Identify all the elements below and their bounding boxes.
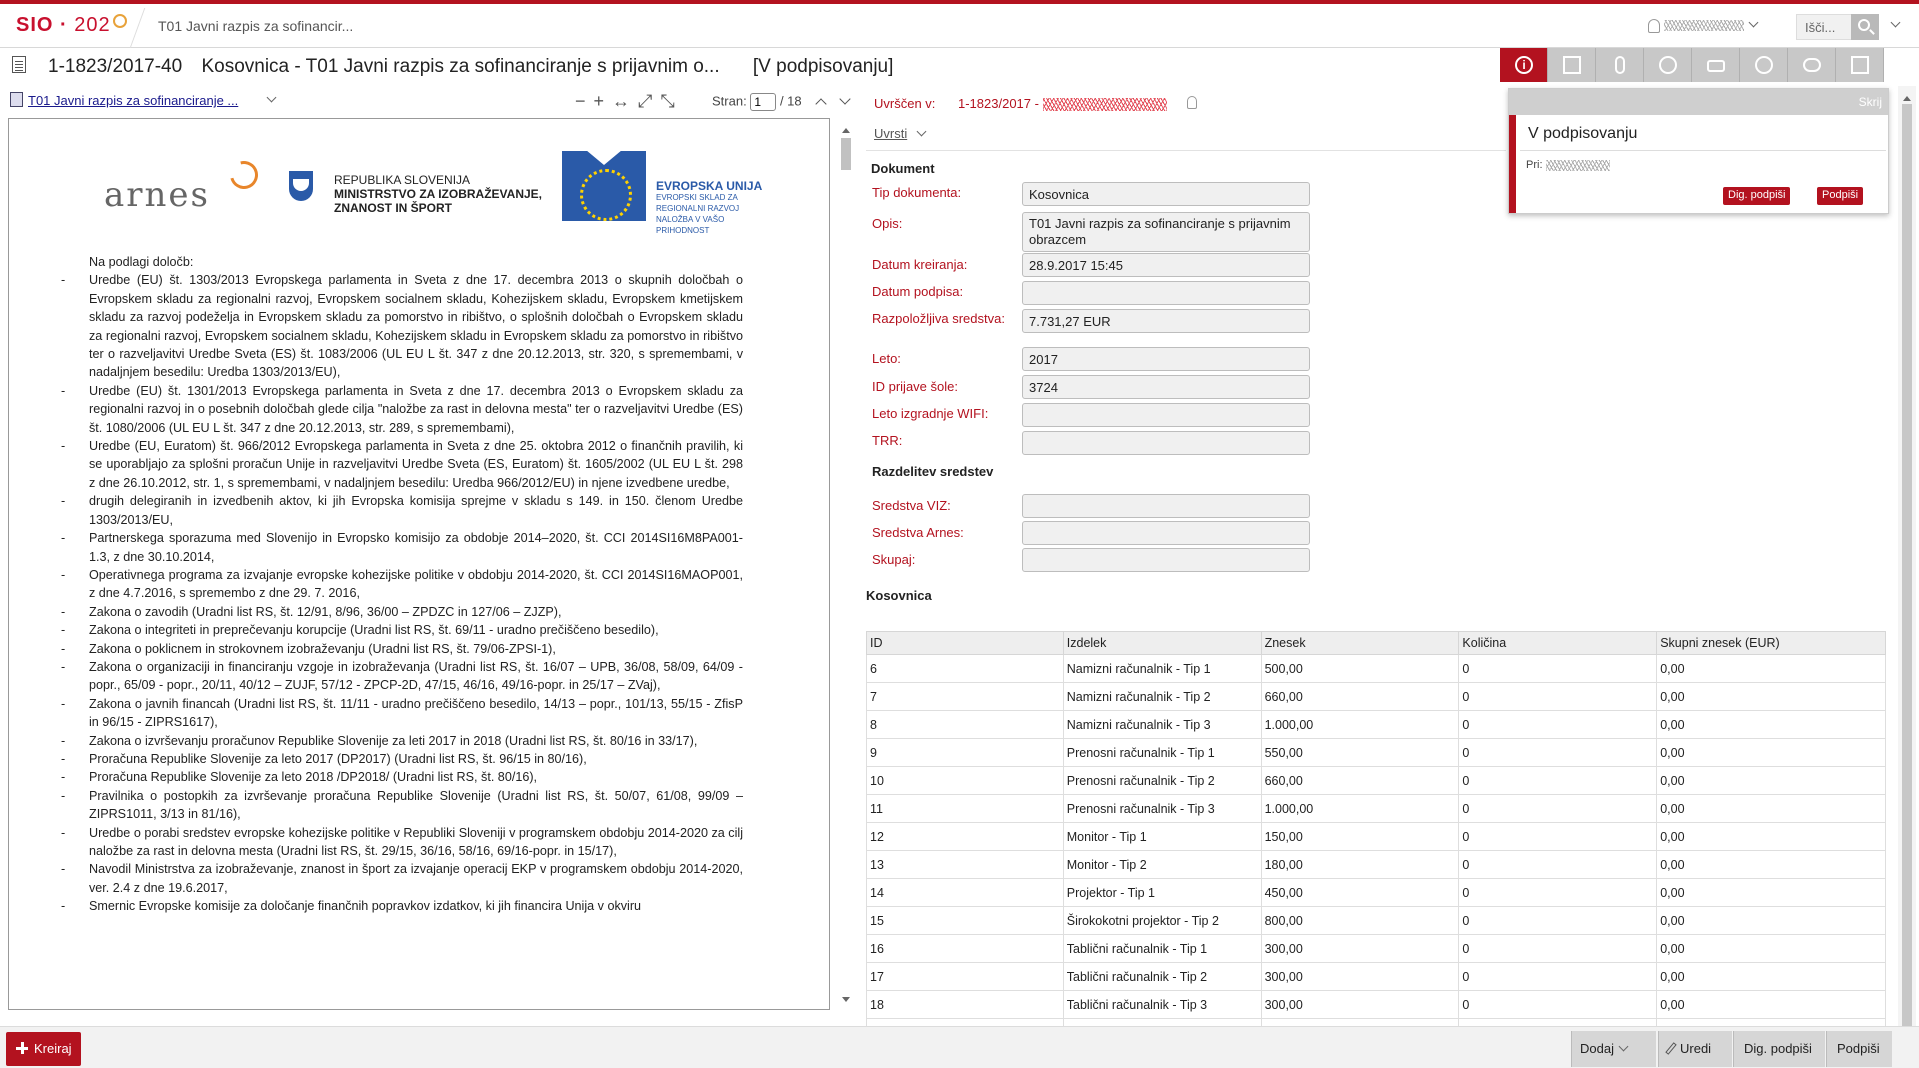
sio-logo[interactable]: SIO · 202 [16,14,127,37]
table-cell: Tablični računalnik - Tip 2 [1063,963,1261,991]
pencil-icon [1665,1042,1676,1055]
table-cell: 0 [1459,963,1657,991]
field-input[interactable]: 3724 [1022,375,1310,399]
arnes-star-icon [222,153,262,193]
column-header[interactable]: Izdelek [1063,632,1261,655]
table-cell: 0,00 [1657,739,1886,767]
document-alert-icon [1851,56,1869,74]
hide-popup-link[interactable]: Skrij [1858,95,1882,109]
distribution-field-input[interactable] [1022,548,1310,572]
document-alert-button[interactable] [1836,48,1884,82]
table-cell: 16 [867,935,1064,963]
table-cell [1657,1019,1886,1027]
table-cell: 180,00 [1261,851,1459,879]
table-cell: 0 [1459,711,1657,739]
search-input[interactable]: Išči... [1796,14,1852,40]
document-code: 1-1823/2017-40 [48,56,183,77]
table-cell: 12 [867,823,1064,851]
table-cell: 1.000,00 [1261,795,1459,823]
document-clause: - drugih delegiranih in izvedbenih aktov, ki jih Evropska komisija sprejme v skladu s 149. in 150. členom Uredbe 1303/2013/EU, [89,492,743,529]
document-clause: - Uredbe (EU, Euratom) št. 966/2012 Evropskega parlamenta in Sveta z dne 25. oktobra 2012 o finančnih pravilih, ki se uporabljajo za splošni proračun Unije in razveljavitvi Uredbe Sveta (ES, Euratom) št. 1605/2002 (UL EU L št. 298 z dne 26.10.2012, str. 1, s spremembami, v nadaljnjem besedilu: Uredba 966/2012/EU) in njene izvedbene uredbe, [89,437,743,492]
document-clause: - Uredbe (EU) št. 1301/2013 Evropskega parlamenta in Sveta z dne 17. decembra 2013 o Evropskem skladu za regionalni razvoj in o posebnih določbah glede cilja "naložbe za rast in delovna mesta" ter o razveljavitvi Uredbe (ES) št. 1080/2006 (UL EU L št. 347 z dne 20.12.2013, str. 289, s spremembami), [89,382,743,437]
table-cell: 0,00 [1657,879,1886,907]
field-input[interactable] [1022,281,1310,305]
chevron-down-icon [1749,18,1759,28]
document-clause: - Zakona o organizaciji in financiranju vzgoje in izobraževanja (Uradni list RS, št. 16/07 – UPB, 36/08, 58/09, 64/09 - popr., 65/09 - popr., 20/11, 40/12 – ZUJF, 57/12 - ZPCP-2D, 47/15, 46/16, 49/16-popr. in 25/17 – ZVaj), [89,658,743,695]
table-cell: 0,00 [1657,767,1886,795]
popup-title: V podpisovanju [1528,125,1638,142]
table-cell: 0,00 [1657,711,1886,739]
document-clause: - Proračuna Republike Slovenije za leto 2017 (DP2017) (Uradni list RS, št. 96/15 in 80/16), [89,750,743,768]
lock-icon [1707,60,1725,72]
document-clause-list [89,271,743,915]
table-cell: 11 [867,795,1064,823]
table-cell: 0 [1459,879,1657,907]
slovenia-coat-of-arms-icon [289,171,313,201]
field-input[interactable] [1022,431,1310,455]
table-cell: 0 [1459,823,1657,851]
table-cell: 10 [867,767,1064,795]
eu-flag-icon [562,151,646,221]
table-row[interactable] [867,739,1886,767]
field-input[interactable]: T01 Javni razpis za sofinanciranje s prijavnim obrazcem [1022,212,1310,252]
uvrscen-value[interactable]: 1-1823/2017 - [958,96,1167,111]
breadcrumb[interactable]: T01 Javni razpis za sofinancir... [158,18,354,34]
table-row[interactable] [867,823,1886,851]
field-label: Leto izgradnje WIFI: [872,406,989,421]
info-button[interactable] [1500,48,1548,82]
popup-body [1509,115,1888,213]
document-clause: - Zakona o integriteti in preprečevanju korupcije (Uradni list RS, št. 69/11 - uradno prečiščeno besedilo), [89,621,743,639]
chevron-down-icon [1619,1042,1629,1052]
distribution-field-label: Skupaj: [872,552,916,567]
table-cell: Namizni računalnik - Tip 1 [1063,655,1261,683]
table-row[interactable] [867,795,1886,823]
add-dropdown-button[interactable]: Dodaj [1571,1031,1656,1067]
link-icon [1659,56,1677,74]
signing-status-popup [1508,88,1889,214]
sign-button[interactable]: Podpiši [1826,1031,1892,1067]
document-clause: - Navodil Ministrstva za izobraževanje, znanost in šport za izvajanje operacij EKP v programskem obdobju 2014-2020, ver. 2.4 z dne 19.6.2017, [89,860,743,897]
table-cell: 550,00 [1261,739,1459,767]
document-toolbar [1500,48,1884,82]
permissions-button[interactable] [1692,48,1740,82]
document-status: [V podpisovanju] [752,56,894,77]
breadcrumb-separator [130,8,146,48]
table-cell: 1.000,00 [1261,711,1459,739]
document-clause: - Smernic Evropske komisije za določanje finančnih popravkov izdatkov, ki jih financira Unija v okviru [89,897,743,915]
distribution-field-input[interactable] [1022,494,1310,518]
table-cell: 300,00 [1261,935,1459,963]
table-cell: 8 [867,711,1064,739]
search-button[interactable] [1851,14,1879,40]
page-number-input[interactable] [750,93,776,111]
table-cell: 300,00 [1261,991,1459,1019]
table-cell: Prenosni računalnik - Tip 1 [1063,739,1261,767]
document-logos [104,151,764,235]
field-input[interactable]: 2017 [1022,347,1310,371]
table-row[interactable] [867,851,1886,879]
table-cell: 0 [1459,935,1657,963]
document-clause: - Zakona o zavodih (Uradni list RS, št. 12/91, 8/96, 36/00 – ZPDZC in 127/06 – ZJZP), [89,603,743,621]
popup-assignee: Pri: [1526,159,1610,171]
table-cell: 0,00 [1657,963,1886,991]
table-cell: 0,00 [1657,823,1886,851]
table-row[interactable] [867,879,1886,907]
uvrsti-chevron-down-icon[interactable] [917,127,927,137]
action-footer [0,1026,1919,1068]
table-cell: 0 [1459,795,1657,823]
page-title [48,56,893,78]
search-icon [1755,56,1773,74]
kosovnica-table [866,631,1886,1026]
table-cell: Monitor - Tip 1 [1063,823,1261,851]
form-section-title: Dokument [871,161,935,176]
comments-button[interactable] [1788,48,1836,82]
distribution-field-label: Sredstva Arnes: [872,525,964,540]
table-cell: 18 [867,991,1064,1019]
zoom-tools[interactable]: −+↔⤢⤡ [575,91,683,111]
table-cell [1261,1019,1459,1027]
table-cell: 660,00 [1261,683,1459,711]
table-row[interactable] [867,655,1886,683]
plus-icon [16,1042,28,1054]
table-cell: 0,00 [1657,851,1886,879]
document-clause: - Uredbe o porabi sredstev evropske kohezijske politike v Republiki Sloveniji v programskem obdobju 2014-2020 za cilj naložbe za rast in delovna mesta (Uradni list RS, št. 29/15, 36/16, 58/16, 69/16-popr. in 15/17), [89,824,743,861]
table-cell: Prenosni računalnik - Tip 2 [1063,767,1261,795]
table-cell: 9 [867,739,1064,767]
table-cell: Prenosni računalnik - Tip 3 [1063,795,1261,823]
page-up-icon[interactable] [816,98,827,109]
scroll-down-icon[interactable] [842,997,850,1006]
popup-dig-sign-button[interactable]: Dig. podpiši [1723,187,1790,205]
redacted-username [1664,20,1744,31]
viewer-toolbar [0,86,862,116]
paperclip-icon [1615,56,1625,74]
table-row[interactable] [867,991,1886,1019]
lightbulb-icon[interactable] [1187,96,1197,109]
table-row[interactable] [867,963,1886,991]
document-clause: - Zakona o javnih financah (Uradni list RS, št. 11/11 - uradno prečiščeno besedilo, 14/13 – popr., 101/13, 55/15 - ZfisP in 96/15 - ZIPRS1617), [89,695,743,732]
field-label: ID prijave šole: [872,379,958,394]
table-cell: 450,00 [1261,879,1459,907]
field-label: Datum kreiranja: [872,257,968,272]
field-label: Opis: [872,216,903,231]
table-cell: 0,00 [1657,683,1886,711]
field-input[interactable]: 28.9.2017 15:45 [1022,253,1310,277]
distribution-field-input[interactable] [1022,521,1310,545]
table-cell: 500,00 [1261,655,1459,683]
table-cell: Tablični računalnik - Tip 3 [1063,991,1261,1019]
table-cell: Namizni računalnik - Tip 2 [1063,683,1261,711]
table-cell: 0,00 [1657,795,1886,823]
table-cell: 0,00 [1657,935,1886,963]
kosovnica-title: Kosovnica [866,588,932,603]
field-label: Datum podpisa: [872,284,964,299]
table-cell: 0 [1459,907,1657,935]
document-icon [12,56,26,73]
arnes-logo: arnes [104,175,210,215]
links-button[interactable] [1644,48,1692,82]
table-cell: Projektor - Tip 1 [1063,879,1261,907]
page-navigator [712,93,849,111]
table-cell: Tablični računalnik - Tip 1 [1063,935,1261,963]
table-cell: 0 [1459,991,1657,1019]
field-input[interactable]: 7.731,27 EUR [1022,309,1310,333]
page-down-icon[interactable] [839,93,850,104]
dig-sign-button[interactable]: Dig. podpiši [1733,1031,1825,1067]
user-menu[interactable] [1648,17,1757,33]
field-input[interactable]: Kosovnica [1022,182,1310,206]
document-clause: - Partnerskega sporazuma med Slovenijo in Evropsko komisijo za obdobje 2014–2020, št. CCI 2014SI16M8PA001-1.3, z dne 30.10.2014, [89,529,743,566]
page-label: Stran: [712,93,747,109]
table-cell: 17 [867,963,1064,991]
popup-sign-button[interactable]: Podpiši [1817,187,1863,205]
pdf-file-link[interactable]: T01 Javni razpis za sofinanciranje ... [10,92,238,108]
table-row[interactable] [867,683,1886,711]
app-header [0,4,1919,48]
uvrscen-label: Uvrščen v: [874,96,936,111]
document-name: Kosovnica - T01 Javni razpis za sofinanciranje s prijavnim o... [201,56,720,77]
viewer-scrollbar[interactable] [838,118,854,1010]
pdf-page[interactable] [8,118,830,1010]
distribution-section-title: Razdelitev sredstev [872,464,994,479]
table-cell: 0 [1459,655,1657,683]
search-options-chevron-icon[interactable] [1891,18,1901,28]
kosovnica-grid [866,631,1886,1026]
table-cell [867,1019,1064,1027]
table-cell: 13 [867,851,1064,879]
document-clause: - Pravilnika o postopkih za izvrševanje proračuna Republike Slovenije (Uradni list RS, št. 50/07, 61/08, 99/09 – ZIPRS1011, 3/13 in 81/16), [89,787,743,824]
scroll-up-icon[interactable] [1903,92,1911,101]
column-header[interactable]: Skupni znesek (EUR) [1657,632,1886,655]
archive-icon [1563,56,1581,74]
table-cell: 0 [1459,739,1657,767]
document-clause: - Zakona o poklicnem in strokovnem izobraževanju (Uradni list RS, št. 79/06-ZPSI-1), [89,640,743,658]
table-row[interactable] [867,1019,1886,1027]
edit-button[interactable]: Uredi [1658,1031,1732,1067]
table-cell: 0,00 [1657,907,1886,935]
logo-ring-icon [113,14,127,28]
info-icon: i [1515,56,1533,74]
column-header[interactable]: Znesek [1261,632,1459,655]
table-cell: Širokokotni projektor - Tip 2 [1063,907,1261,935]
table-cell: 0 [1459,851,1657,879]
document-clause: - Uredbe (EU) št. 1303/2013 Evropskega parlamenta in Sveta z dne 17. decembra 2013 o skupnih določbah o Evropskem skladu za regionalni razvoj, Evropskem socialnem skladu, Kohezijskem skladu, Evropskem kmetijskem skladu za razvoj podeželja in Evropskem skladu za pomorstvo in ribištvo, o splošnih določbah o Evropskem skladu za regionalni razvoj, Evropskem socialnem skladu, Kohezijskem skladu in Evropskem skladu za pomorstvo in ribištvo ter o razveljavitvi Uredbe Sveta (ES) št. 1083/2006 (UL EU L št. 347 z dne 20.12.2013, str. 320, s spremembami, v nadaljnjem besedilu: Uredba 1303/2013/EU), [89,271,743,381]
distribution-field-label: Sredstva VIZ: [872,498,951,513]
create-button[interactable]: Kreiraj [6,1032,81,1066]
field-label: Razpoložljiva sredstva: [872,311,1005,326]
document-clause: - Zakona o izvrševanju proračunov Republike Slovenije za leti 2017 in 2018 (Uradni list RS, št. 80/16 in 33/17), [89,732,743,750]
table-row[interactable] [867,907,1886,935]
uvrsti-link[interactable]: Uvrsti [874,126,908,141]
field-input[interactable] [1022,403,1310,427]
table-cell: 150,00 [1261,823,1459,851]
field-label: Tip dokumenta: [872,185,962,200]
table-row[interactable] [867,767,1886,795]
scroll-up-icon[interactable] [842,124,850,133]
table-cell: 660,00 [1261,767,1459,795]
divider [866,150,1506,151]
popup-header [1509,89,1888,115]
table-cell: 0 [1459,683,1657,711]
redacted-folder-name [1043,98,1167,111]
redacted-assignee [1546,160,1610,171]
eu-logo-text: EVROPSKA UNIJA EVROPSKI SKLAD ZA REGIONALNI RAZVOJ NALOŽBA V VAŠO PRIHODNOST [656,179,763,235]
document-intro: Na podlagi določb: [89,255,194,269]
table-cell: 0,00 [1657,991,1886,1019]
document-clause: - Operativnega programa za izvajanje evropske kohezijske politike v obdobju 2014-2020, št. CCI 2014SI16MAOP001, z dne 4.7.2016, s spremembo z dne 29. 7. 2016, [89,566,743,603]
table-cell: Monitor - Tip 2 [1063,851,1261,879]
user-icon [1648,19,1660,33]
attachments-button[interactable] [1596,48,1644,82]
table-cell [1063,1019,1261,1027]
table-cell: 7 [867,683,1064,711]
table-cell: Namizni računalnik - Tip 3 [1063,711,1261,739]
page-scrollbar[interactable] [1898,86,1916,1040]
viewer-scrollbar-thumb[interactable] [841,138,851,170]
ministry-logo-text: REPUBLIKA SLOVENIJA MINISTRSTVO ZA IZOBRAŽEVANJE, ZNANOST IN ŠPORT [334,173,543,215]
search-document-button[interactable] [1740,48,1788,82]
page-total: / 18 [779,93,802,109]
document-body-text [89,253,743,916]
table-cell: 800,00 [1261,907,1459,935]
table-row[interactable] [867,935,1886,963]
comment-icon [1803,58,1821,72]
table-cell: 14 [867,879,1064,907]
table-row[interactable] [867,711,1886,739]
table-cell: 6 [867,655,1064,683]
field-label: Leto: [872,351,901,366]
table-cell: 15 [867,907,1064,935]
document-clause: - Proračuna Republike Slovenije za leto 2018 /DP2018/ (Uradni list RS, št. 80/16), [89,768,743,786]
file-chevron-down-icon[interactable] [267,93,277,103]
table-cell: 0,00 [1657,655,1886,683]
table-cell [1459,1019,1657,1027]
table-cell: 300,00 [1261,963,1459,991]
search-icon [1858,19,1870,31]
column-header[interactable]: ID [867,632,1064,655]
field-label: TRR: [872,433,903,448]
column-header[interactable]: Količina [1459,632,1657,655]
archive-button[interactable] [1548,48,1596,82]
table-cell: 0 [1459,767,1657,795]
page-scrollbar-thumb[interactable] [1902,104,1912,1039]
divider [1520,150,1886,151]
